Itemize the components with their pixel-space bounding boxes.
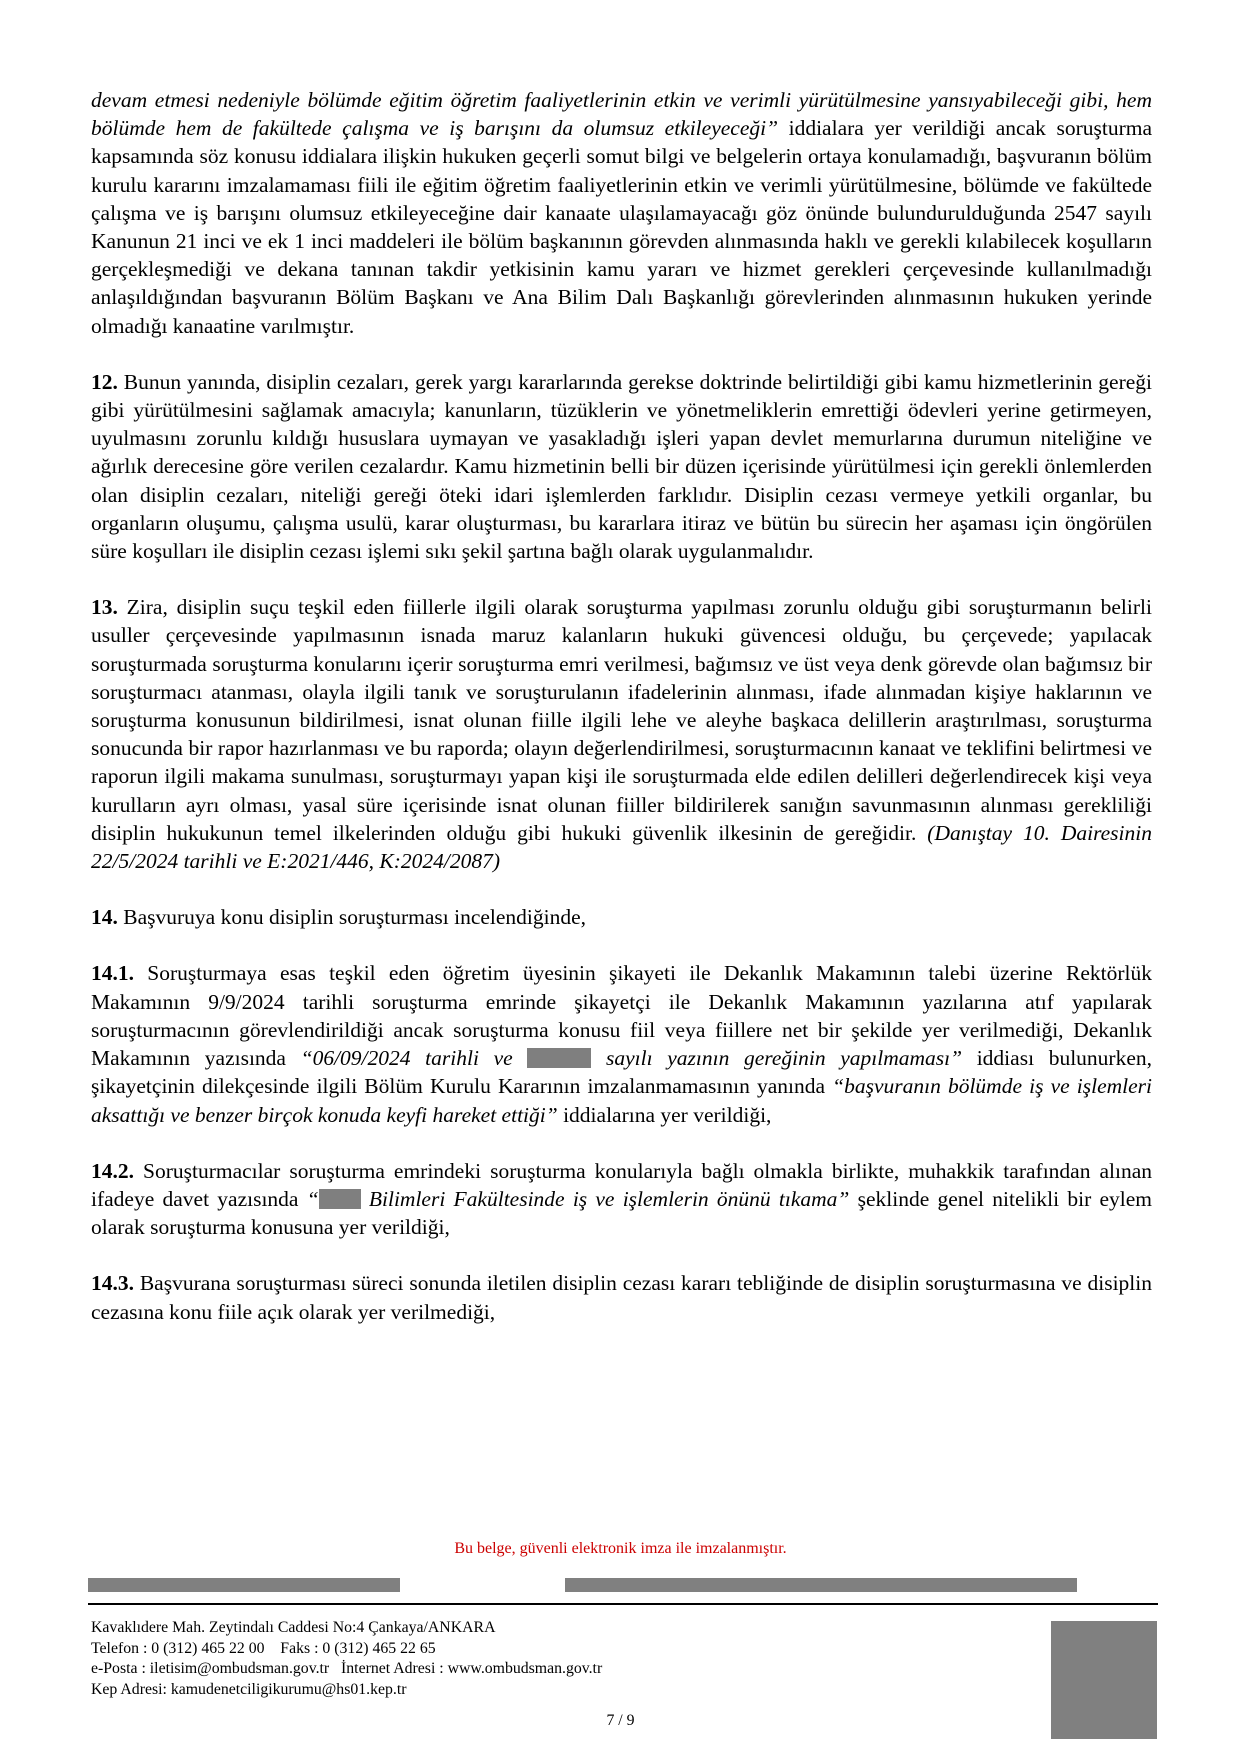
paragraph-14 [91,903,1152,931]
paragraph-14-1 [91,959,1152,1128]
paragraph-text: Zira, disiplin suçu teşkil eden fiillerle ilgili olarak soruşturma yapılması zorunlu olduğu gibi soruşturmanın belirli usuller çerçevesinde yapılmasının isnada maruz kalanların hukuki güvencesi olduğu, bu çerçevede; yapılacak soruşturmada soruşturma konularını içerir soruşturma emri verilmesi, bağımsız ve üst veya denk görevde olan bağımsız bir soruşturmacı atanması, olayla ilgili tanık ve soruşturulanın ifadelerinin alınması, ifade alınmadan kişiye haklarının ve soruşturma konusunun bildirilmesi, isnat olunan fiille ilgili lehe ve aleyhe başkaca delillerin araştırılması, soruşturma sonucunda bir rapor hazırlanması ve bu raporda; olayın değerlendirilmesi, soruşturmacının kanaat ve teklifini belirtmesi ve raporun ilgili makama sunulması, soruşturmayı yapan kişi ile soruşturmada elde edilen delilleri değerlendirecek kişi veya kurulların ayrı olması, yasal süre içerisinde isnat olunan fiiller bildirilerek sanığın savunmasının alınması gerekliliği disiplin hukukunun temel ilkelerinden olduğu gibi hukuki güvenlik ilkesinin de gereğidir. [91,595,1152,845]
paragraph-number: 13. [91,595,118,620]
page-number: 7 / 9 [606,1712,635,1729]
paragraph-number: 14.2. [91,1158,134,1183]
paragraph-number: 14.1. [91,961,134,986]
redaction-box [319,1189,361,1209]
footer-divider [88,1603,1158,1605]
quoted-text: sayılı yazının gereğinin yapılmaması” [591,1046,963,1071]
quoted-text: “ [306,1186,319,1211]
footer-contact [91,1618,602,1700]
redaction-box [527,1048,591,1068]
paragraph-13 [91,593,1152,875]
paragraph-11-continuation [91,86,1152,340]
signature-redaction-left [88,1578,400,1592]
paragraph-text: Bunun yanında, disiplin cezaları, gerek yargı kararlarında gerekse doktrinde belirtildiği gibi kamu hizmetlerinin gereği gibi yürütülmesini sağlamak amacıyla; kanunların, tüzüklerin ve yönetmeliklerin emrettiği ödevleri yerine getirmeyen, uyulmasını zorunlu kıldığı hususlara uymayan ve yasakladığı işleri yapan devlet memurlarına durumun niteliğine ve ağırlık derecesine göre verilen cezalardır. Kamu hizmetinin belli bir düzen içerisinde yürütülmesi için gerekli önlemlerden olan disiplin cezaları, niteliği gereği öteki idari işlemlerden farklıdır. Disiplin cezası vermeye yetkili organlar, bu organların oluşumu, çalışma usulü, karar oluşturması, bu kararlara itiraz ve bütün bu sürecin her aşaması için öngörülen süre koşulları ile disiplin cezası işlemi sıkı şekil şartına bağlı olarak uygulanmalıdır. [91,369,1152,564]
paragraph-14-2 [91,1157,1152,1242]
court-citation: (Danıştay 10. Dairesinin 22/5/2024 tarihli ve E:2021/446, K:2024/2087) [91,820,1152,874]
e-signature-note: Bu belge, güvenli elektronik imza ile imzalanmıştır. [454,1540,787,1557]
footer-phone: Telefon : 0 (312) 465 22 00 Faks : 0 (312) 465 22 65 [91,1639,436,1657]
paragraph-text: iddiası bulunurken, şikayetçinin dilekçesinde ilgili Bölüm Kurulu Kararının imzalanmamasının yanında [91,1046,1152,1099]
paragraph-number: 14.3. [91,1271,134,1296]
paragraph-text: Soruşturmaya esas teşkil eden öğretim üyesinin şikayeti ile Dekanlık Makamının talebi üzerine Rektörlük Makamının 9/9/2024 tarihli soruşturma emrinde şikayetçi ile Dekanlık Makamının yazılarına atıf yapılarak soruşturmacının görevlendirildiği ancak soruşturma konusu fiil veya fiillere net bir şekilde yer verilmediği, Dekanlık Makamının yazısında [91,961,1152,1071]
document-body [91,86,1152,1354]
footer-kep: Kep Adresi: kamudenetciligikurumu@hs01.kep.tr [91,1680,407,1698]
paragraph-14-3 [91,1269,1152,1325]
paragraph-text: şeklinde genel nitelikli bir eylem olarak soruşturma konusuna yer verildiği, [91,1186,1152,1240]
paragraph-text: Başvuruya konu disiplin soruşturması incelendiğinde, [117,905,587,930]
paragraph-12 [91,368,1152,565]
paragraph-number: 14. [91,905,118,930]
paragraph-text: iddialarına yer verildiği, [557,1102,772,1127]
quoted-text: “başvuranın bölümde iş ve işlemleri aksattığı ve benzer birçok konuda keyfi hareket ettiği” [91,1074,1152,1127]
signature-redaction-right [565,1578,1077,1592]
paragraph-text: Başvurana soruşturması süreci sonunda iletilen disiplin cezası kararı tebliğinde de disiplin soruşturmasına ve disiplin cezasına konu fiile açık olarak yer verilmediği, [91,1271,1152,1324]
footer-address: Kavaklıdere Mah. Zeytindalı Caddesi No:4 Çankaya/ANKARA [91,1619,496,1636]
paragraph-number: 12. [91,369,118,394]
footer-email: e-Posta : iletisim@ombudsman.gov.tr İnternet Adresi : www.ombudsman.gov.tr [91,1660,603,1677]
quoted-claim: devam etmesi nedeniyle bölümde eğitim öğretim faaliyetlerinin etkin ve verimli yürütülmesine yansıyabileceği gibi, hem bölümde hem de fakültede çalışma ve iş barışını da olumsuz etkileyeceği” [91,88,1152,141]
quoted-text: “06/09/2024 tarihli ve [300,1046,528,1071]
paragraph-text: Soruşturmacılar soruşturma emrindeki soruşturma konularıyla bağlı olmakla birlikte, muhakkik tarafından alınan ifadeye davet yazısında [91,1158,1152,1211]
quoted-text: Bilimleri Fakültesinde iş ve işlemlerin önünü tıkama” [360,1186,850,1211]
paragraph-text: iddialara yer verildiği ancak soruşturma kapsamında söz konusu iddialara ilişkin hukuken geçerli somut bilgi ve belgelerin ortaya konulamadığı, başvuranın bölüm kurulu kararını imzalamaması fiili ile eğitim öğretim faaliyetlerinin etkin ve verimli yürütülmesine, bölümde ve fakültede çalışma ve iş barışını olumsuz etkileyeceğine dair kanaate ulaşılamayacağı göz önünde bulundurulduğunda 2547 sayılı Kanunun 21 inci ve ek 1 inci maddeleri ile bölüm başkanının görevden alınmasında haklı ve gerekli kılabilecek koşulların gerçekleşmediği ve dekana tanınan takdir yetkisinin kamu yararı ve hizmet gerekleri çerçevesinde kullanılmadığı anlaşıldığından başvuranın Bölüm Başkanı ve Ana Bilim Dalı Başkanlığı görevlerinden alınmasının hukuken yerinde olmadığı kanaatine varılmıştır. [91,116,1152,338]
